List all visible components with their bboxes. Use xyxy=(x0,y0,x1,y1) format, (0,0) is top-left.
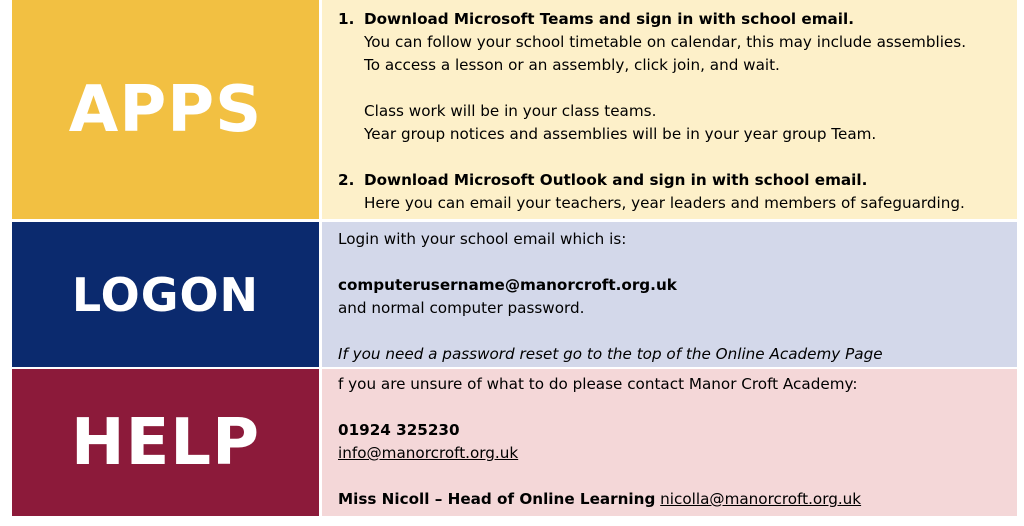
help-intro: f you are unsure of what to do please contact Manor Croft Academy: xyxy=(338,375,858,393)
logon-content xyxy=(322,222,1017,367)
logon-label: LOGON xyxy=(12,222,319,367)
help-label: HELP xyxy=(12,369,319,516)
apps-item-1-line: Class work will be in your class teams. xyxy=(364,102,657,120)
apps-content xyxy=(322,0,1017,219)
apps-item-1-title: Download Microsoft Teams and sign in with school email. xyxy=(364,10,854,28)
logon-email: computerusername@manorcroft.org.uk xyxy=(338,276,677,294)
logon-password-note: and normal computer password. xyxy=(338,299,585,317)
help-contact-email-link[interactable]: nicolla@manorcroft.org.uk xyxy=(660,490,862,508)
apps-item-1-line: Year group notices and assemblies will be in your year group Team. xyxy=(364,125,877,143)
help-phone: 01924 325230 xyxy=(338,421,460,439)
apps-item-1-line: You can follow your school timetable on calendar, this may include assemblies. xyxy=(364,33,967,51)
logon-intro: Login with your school email which is: xyxy=(338,230,627,248)
logon-section xyxy=(12,222,1017,367)
help-contact-name: Miss Nicoll – Head of Online Learning xyxy=(338,490,656,508)
apps-item-2-number: 2. xyxy=(338,171,355,189)
logon-reset-note: If you need a password reset go to the top of the Online Academy Page xyxy=(338,345,883,363)
apps-label: APPS xyxy=(12,0,319,219)
help-content xyxy=(322,369,1017,516)
apps-item-2 xyxy=(338,169,1017,215)
apps-item-1-line: To access a lesson or an assembly, click join, and wait. xyxy=(364,56,780,74)
apps-item-2-line: Here you can email your teachers, year leaders and members of safeguarding. xyxy=(364,194,965,212)
apps-item-1-number: 1. xyxy=(338,10,355,28)
apps-section xyxy=(12,0,1017,219)
apps-item-2-title: Download Microsoft Outlook and sign in with school email. xyxy=(364,171,868,189)
apps-item-1 xyxy=(338,8,1017,169)
info-sheet xyxy=(12,0,1017,520)
help-section xyxy=(12,369,1017,516)
help-email-link[interactable]: info@manorcroft.org.uk xyxy=(338,444,519,462)
